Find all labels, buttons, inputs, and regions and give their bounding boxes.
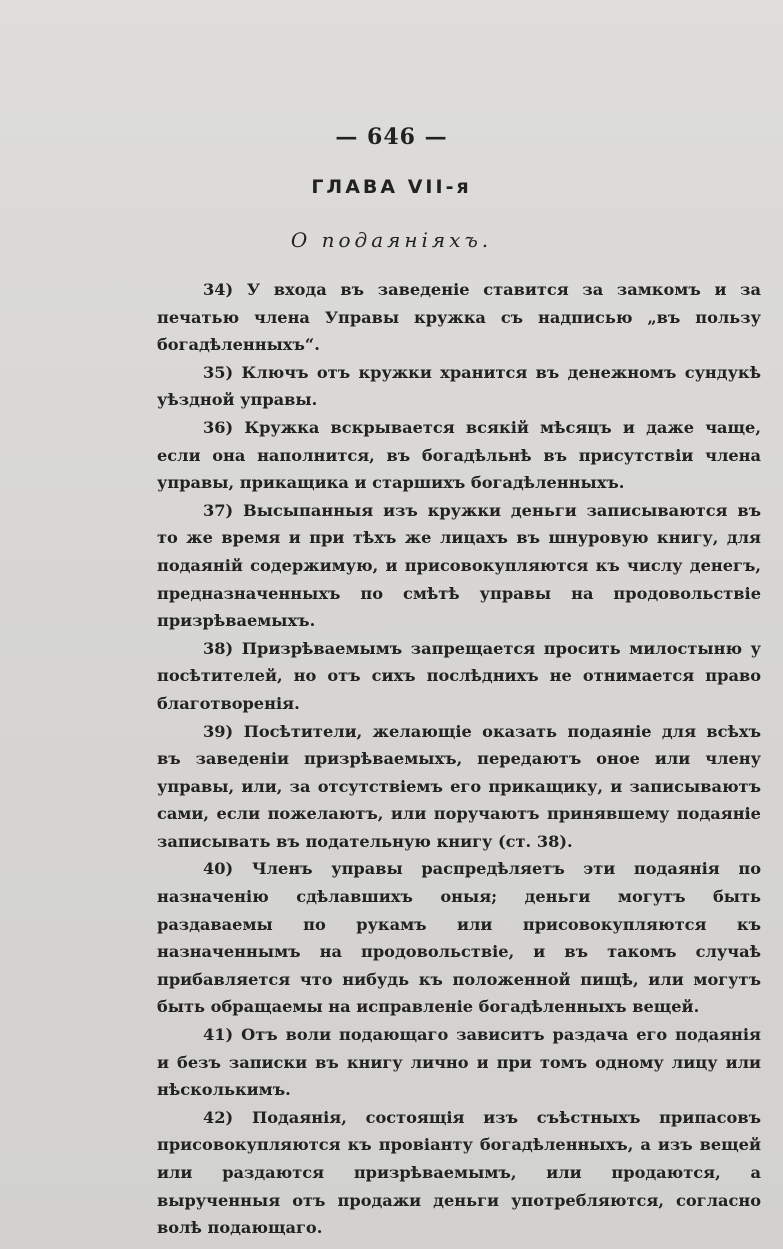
paragraph-40 <box>157 855 761 1021</box>
chapter-title: ГЛАВА VII-я <box>311 176 472 198</box>
paragraph-number: 41) <box>203 1025 234 1045</box>
paragraph-number: 42) <box>203 1107 234 1127</box>
paragraph-number: 35) <box>203 362 234 382</box>
paragraph-38 <box>157 635 761 718</box>
paragraph-number: 37) <box>203 500 234 520</box>
paragraph-number: 36) <box>203 417 234 437</box>
paragraph-34 <box>157 276 761 359</box>
paragraph-37 <box>157 497 761 635</box>
paragraph-text: Кружка вскрывается всякій мѣсяцъ и даже чаще, если она наполнится, въ богадѣльнѣ въ присутствіи члена управы, прикащика и старшихъ богадѣленныхъ. <box>157 417 761 493</box>
body-text <box>157 276 761 1242</box>
paragraph-text: У входа въ заведеніе ставится за замкомъ и за печатью члена Управы кружка съ надписью „въ пользу богадѣленныхъ“. <box>157 280 761 355</box>
paragraph-number: 38) <box>203 638 234 658</box>
page-number: — 646 — <box>335 124 448 150</box>
paragraph-42 <box>157 1104 761 1242</box>
paragraph-text: Ключъ отъ кружки хранится въ денежномъ сундукѣ уѣздной управы. <box>157 362 762 410</box>
section-title: О подаяніяхъ. <box>290 228 493 252</box>
paragraph-number: 40) <box>203 859 234 879</box>
paragraph-number: 34) <box>203 280 234 299</box>
paragraph-text: Призрѣваемымъ запрещается просить милостыню у посѣтителей, но отъ сихъ послѣднихъ не отнимается право благотворенія. <box>157 638 761 713</box>
paragraph-text: Посѣтители, желающіе оказать подаяніе для всѣхъ въ заведеніи призрѣваемыхъ, передаютъ оное или члену управы, или, за отсутствіемъ его прикащику, и записываютъ сами, если пожелаютъ, или поручаютъ принявшему подаяніе записывать въ подательную книгу (ст. 38). <box>157 721 761 851</box>
paragraph-41 <box>157 1021 761 1104</box>
paragraph-text: Подаянія, состоящія изъ съѣстныхъ припасовъ присовокупляются къ провіанту богадѣленныхъ, а изъ вещей или раздаются призрѣваемымъ, или продаются, а вырученныя отъ продажи деньги употребляются, согласно волѣ подающаго. <box>157 1107 761 1238</box>
paragraph-35 <box>157 359 761 414</box>
paragraph-text: Высыпанныя изъ кружки деньги записываются въ то же время и при тѣхъ же лицахъ въ шнуровую книгу, для подаяній содержимую, и присовокупляются къ числу денегъ, предназначенныхъ по смѣтѣ управы на продовольствіе призрѣваемыхъ. <box>157 500 762 631</box>
paragraph-36 <box>157 414 761 497</box>
paragraph-text: Отъ воли подающаго зависитъ раздача его подаянія и безъ записки въ книгу лично и при томъ одному лицу или нѣсколькимъ. <box>157 1025 761 1100</box>
paragraph-text: Членъ управы распредѣляетъ эти подаянія по назначенію сдѣлавшихъ оныя; деньги могутъ быть раздаваемы по рукамъ или присовокупляются къ назначеннымъ на продовольствіе, и въ такомъ случаѣ прибавляется что нибудь къ положенной пищѣ, или могутъ быть обращаемы на исправленіе богадѣленныхъ вещей. <box>157 859 761 1017</box>
paragraph-39 <box>157 718 761 856</box>
paragraph-number: 39) <box>203 721 234 741</box>
